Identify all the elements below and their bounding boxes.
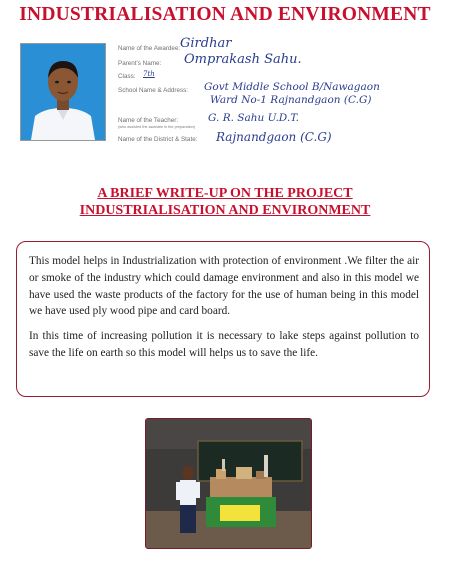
awardee-name-row (118, 45, 180, 52)
school-value-line1: Govt Middle School B/Nawagaon (204, 81, 380, 93)
writeup-heading-line2: INDUSTRIALISATION AND ENVIRONMENT (79, 202, 371, 218)
teacher-label: Name of the Teacher: (118, 117, 179, 124)
teacher-row (118, 117, 178, 124)
page-title: INDUSTRIALISATION AND ENVIRONMENT (19, 4, 431, 25)
writeup-heading-line1: A BRIEF WRITE-UP ON THE PROJECT (97, 186, 353, 201)
writeup-box (16, 241, 430, 397)
teacher-note: (who assisted the awardee in the preparation) (118, 125, 196, 129)
writeup-heading (0, 186, 450, 219)
student-photo (20, 43, 106, 141)
class-label: Class: (118, 73, 136, 80)
district-row (118, 136, 197, 143)
awardee-name-label: Name of the Awardee: (118, 45, 181, 52)
parent-name-label: Parent's Name: (118, 60, 162, 67)
parent-name-row (118, 60, 161, 67)
school-label: School Name & Address: (118, 87, 189, 94)
teacher-value: G. R. Sahu U.D.T. (208, 112, 299, 124)
class-value: 7th (143, 70, 155, 78)
class-row (118, 73, 136, 80)
writeup-paragraph-2: In this time of increasing pollution it is necessary to lake steps against pollution to save the life on earth so this model will helps us to save the life. (29, 330, 419, 359)
writeup-paragraph-1: This model helps in Industrialization with protection of environment .We filter the air or smoke of the industry which could damage environment and also in this model we have used the waste products of the factory for the use of human being in this model we have used ply wood pipe and card board. (29, 255, 419, 318)
school-row (118, 87, 188, 94)
project-model-photo (145, 418, 312, 549)
school-value-line2: Ward No-1 Rajnandgaon (C.G) (210, 94, 372, 106)
district-label: Name of the District & State: (118, 136, 198, 143)
parent-name-value: Omprakash Sahu. (184, 52, 302, 67)
district-value: Rajnandgaon (C.G) (216, 130, 332, 144)
awardee-name-value: Girdhar (180, 36, 232, 51)
